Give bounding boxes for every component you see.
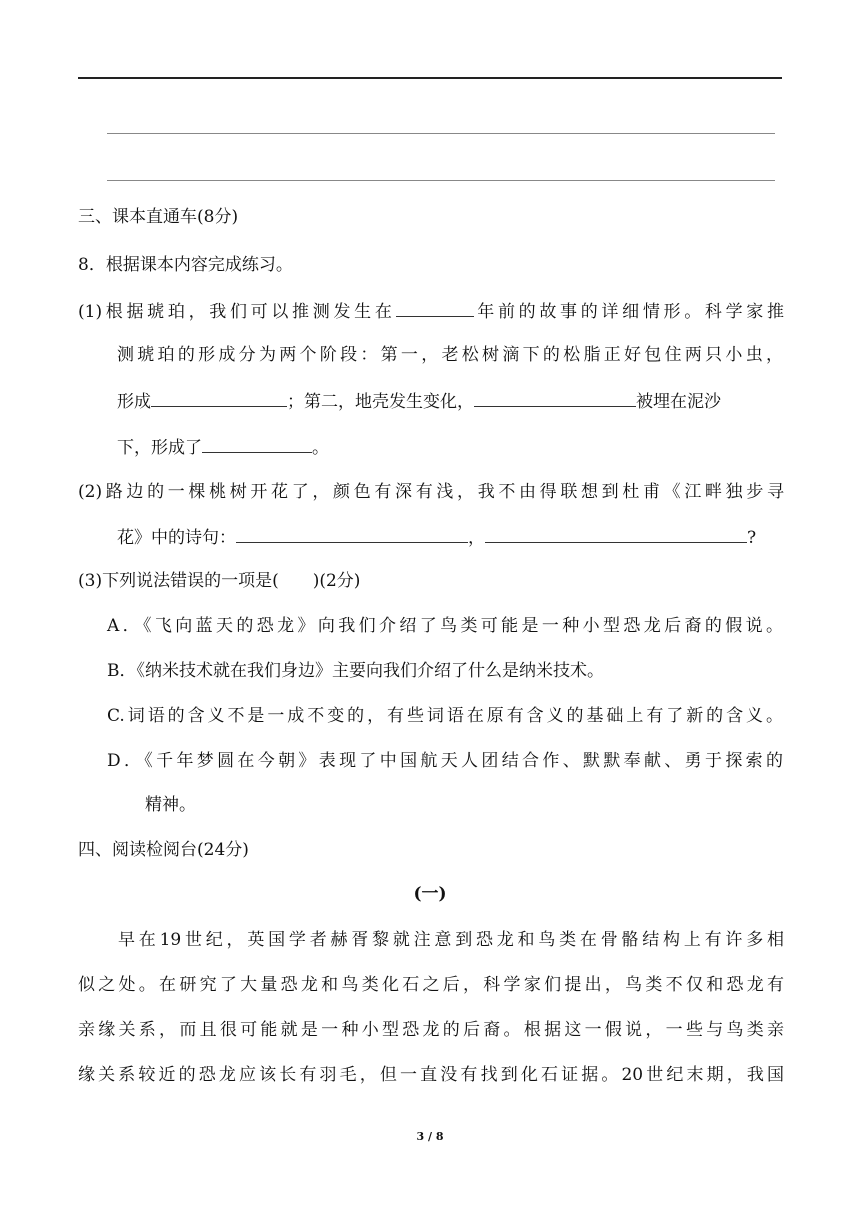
reading-para-line1: 早在19世纪，英国学者赫胥黎就注意到恐龙和鸟类在骨骼结构上有许多相 xyxy=(118,930,784,950)
q8-part1-line2: 测琥珀的形成分为两个阶段：第一，老松树滴下的松脂正好包住两只小虫， xyxy=(117,345,783,365)
option-d-line1[interactable]: D．《千年梦圆在今朝》表现了中国航天人团结合作、默默奉献、勇于探索的 xyxy=(107,751,783,771)
blank-years[interactable] xyxy=(396,300,474,317)
blank-stage1[interactable] xyxy=(151,390,287,407)
blank-formed[interactable] xyxy=(202,436,312,453)
header-rule xyxy=(78,77,782,79)
section-3-title: 三、课本直通车(8分) xyxy=(78,207,239,227)
option-d-line2: 精神。 xyxy=(145,795,196,815)
answer-line-2[interactable] xyxy=(107,180,775,181)
question-8: 8．根据课本内容完成练习。 xyxy=(78,255,293,275)
reading-para-line3: 亲缘关系，而且很可能就是一种小型恐龙的后裔。根据这一假说，一些与鸟类亲 xyxy=(78,1020,784,1040)
blank-poem-line2[interactable] xyxy=(485,526,747,543)
option-a[interactable]: A．《飞向蓝天的恐龙》向我们介绍了鸟类可能是一种小型恐龙后裔的假说。 xyxy=(107,616,783,636)
blank-poem-line1[interactable] xyxy=(236,526,468,543)
reading-para-line2: 似之处。在研究了大量恐龙和鸟类化石之后，科学家们提出，鸟类不仅和恐龙有 xyxy=(78,975,784,995)
reading-para-line4: 缘关系较近的恐龙应该长有羽毛，但一直没有找到化石证据。20世纪末期，我国 xyxy=(78,1065,784,1085)
q8-part2-line1: (2)路边的一棵桃树开花了，颜色有深有浅，我不由得联想到杜甫《江畔独步寻 xyxy=(78,482,784,502)
option-b[interactable]: B．《纳米技术就在我们身边》主要向我们介绍了什么是纳米技术。 xyxy=(107,661,604,681)
q8-part1-line3: 形成 ；第二，地壳发生变化， 被埋在泥沙 xyxy=(117,392,721,412)
page-number: 3 / 8 xyxy=(416,1130,444,1143)
q8-part2-line2: 花》中的诗句： ， ? xyxy=(117,528,757,548)
q8-part3: (3)下列说法错误的一项是( )(2分) xyxy=(78,571,361,591)
option-c[interactable]: C.词语的含义不是一成不变的，有些词语在原有含义的基础上有了新的含义。 xyxy=(107,706,783,726)
q8-part1-line4: 下，形成了 。 xyxy=(117,438,329,458)
blank-stage2[interactable] xyxy=(474,390,636,407)
section-4-title: 四、阅读检阅台(24分) xyxy=(78,840,249,860)
reading-subtitle: (一) xyxy=(413,884,447,904)
q8-part1-line1: (1)根据琥珀，我们可以推测发生在 年前的故事的详细情形。科学家推 xyxy=(78,302,784,322)
answer-line-1[interactable] xyxy=(107,133,775,134)
